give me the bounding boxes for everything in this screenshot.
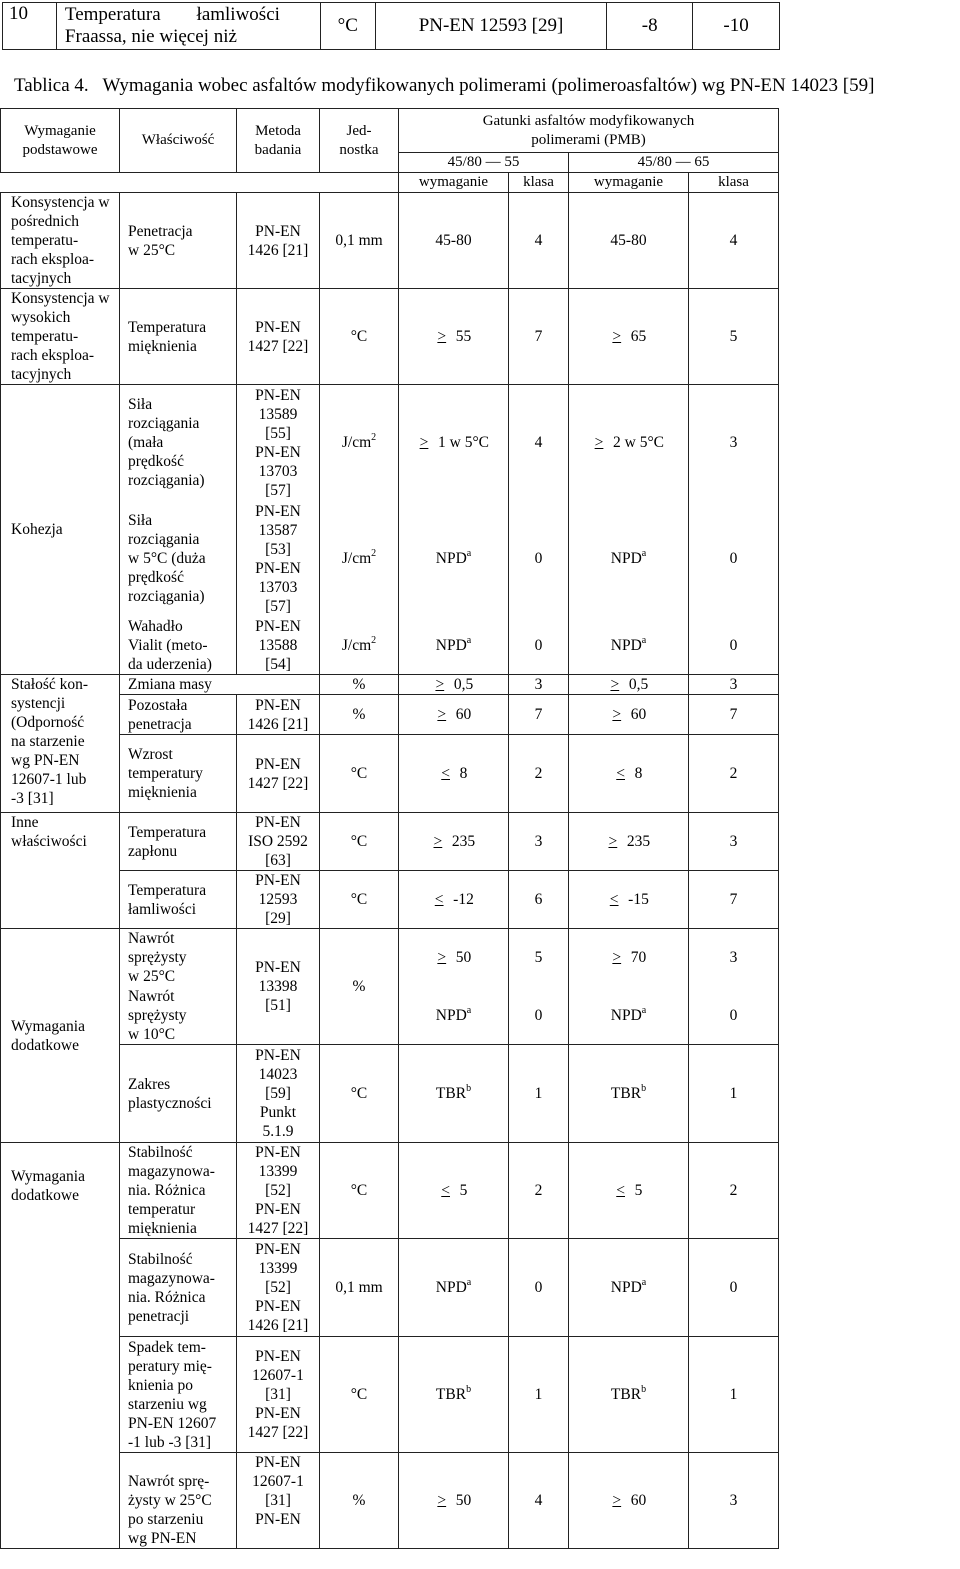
header-grade-2: 45/80 — 65 [569, 153, 779, 173]
cls-cell-1: 0 [509, 501, 569, 617]
req-cell-1 [399, 675, 509, 695]
req-cell-2: 45-80 [569, 193, 689, 289]
req-cell-1 [399, 1045, 509, 1143]
req-value: -15 [628, 891, 649, 908]
footnote-marker: b [466, 1384, 472, 1395]
header-grade-1: 45/80 — 55 [399, 153, 569, 173]
cls-cell-1: 0 [509, 987, 569, 1045]
req-value: 0,5 [453, 676, 474, 693]
req-value: TBR [435, 1085, 467, 1102]
cls-cell-1: 4 [509, 385, 569, 501]
req-cell-1 [399, 289, 509, 385]
unit-text: J/cm [341, 434, 372, 452]
req-value: 5 [459, 1182, 468, 1199]
req-value: TBR [435, 1386, 467, 1403]
req-cell-2 [569, 1045, 689, 1143]
gte-symbol [609, 675, 621, 694]
unit-cell: °C [320, 1045, 399, 1143]
gte-symbol [436, 705, 448, 724]
req-cell-2 [569, 501, 689, 617]
req-cell-1 [399, 1453, 509, 1549]
unit-text: J/cm [341, 636, 372, 654]
cls-cell-1: 4 [509, 1453, 569, 1549]
gte-symbol [611, 1491, 623, 1510]
footnote-marker: a [466, 548, 472, 559]
req-value: 60 [455, 706, 472, 723]
property-cell: Siła rozciągania w 5°C (duża prędkość rozciągania) [120, 501, 237, 617]
footnote-marker: b [641, 1384, 647, 1395]
cls-cell-2: 0 [689, 617, 779, 675]
property-cell: Zmiana masy [120, 675, 320, 695]
unit-sup: 2 [371, 432, 377, 444]
req-value: 2 w 5°C [613, 434, 664, 452]
gte-symbol [607, 832, 619, 851]
gte-symbol [432, 832, 444, 851]
method-cell: PN-EN 1426 [21] [237, 193, 320, 289]
req-cell-1 [399, 929, 509, 987]
footnote-marker: a [466, 1004, 472, 1016]
req-value: NPD [610, 1279, 642, 1296]
gte-symbol [593, 433, 605, 452]
header-property: Właściwość [120, 109, 237, 173]
cls-cell-2: 7 [689, 695, 779, 735]
footnote-marker: b [641, 1083, 647, 1094]
req-cell-1 [399, 501, 509, 617]
lte-symbol [440, 764, 452, 783]
req-cell-1 [399, 617, 509, 675]
req-cell-2 [569, 385, 689, 501]
property-cell: Pozostała penetracja [120, 695, 237, 735]
method-cell: PN-EN 14023 [59] Punkt 5.1.9 [237, 1045, 320, 1143]
req-cell-2 [569, 1337, 689, 1453]
gte-symbol [611, 948, 623, 967]
req-cell-2 [569, 1143, 689, 1239]
footnote-marker: a [641, 634, 647, 646]
unit-sup: 2 [371, 548, 377, 559]
row-property-line1: Temperatura łamliwości [64, 4, 280, 25]
row-method: PN-EN 12593 [29] [375, 3, 607, 50]
req-value: 5 [634, 1182, 643, 1199]
cls-cell-1: 0 [509, 617, 569, 675]
cls-cell-1: 0 [509, 1239, 569, 1337]
req-value: 0,5 [628, 676, 649, 693]
method-cell: PN-EN 13398 [51] [237, 929, 320, 1045]
property-cell: Stabilność magazynowa- nia. Różnica temperatur mięknienia [120, 1143, 237, 1239]
header-req-1: wymaganie [399, 173, 509, 193]
cls-cell-2: 0 [689, 987, 779, 1045]
cls-cell-1: 7 [509, 695, 569, 735]
row-property [56, 3, 320, 50]
unit-cell: °C [320, 735, 399, 813]
table-row [1, 929, 779, 987]
req-cell-1 [399, 987, 509, 1045]
group-dodatkowe-2: Wymagania dodatkowe [1, 1143, 120, 1549]
group-kohezja: Kohezja [1, 385, 120, 675]
req-cell-2 [569, 813, 689, 871]
cls-cell-2: 2 [689, 735, 779, 813]
req-cell-2 [569, 987, 689, 1045]
req-cell-2 [569, 735, 689, 813]
lte-symbol [615, 1181, 627, 1200]
row-unit: °C [320, 3, 375, 50]
header-spacer [1, 173, 399, 193]
cls-cell-2: 5 [689, 289, 779, 385]
header-cls-1: klasa [509, 173, 569, 193]
unit-cell: % [320, 929, 399, 1045]
header-cls-2: klasa [689, 173, 779, 193]
method-cell: PN-EN 13588 [54] [237, 617, 320, 675]
cls-cell-2: 3 [689, 675, 779, 695]
cls-cell-2: 2 [689, 1143, 779, 1239]
req-cell-1 [399, 385, 509, 501]
unit-cell: °C [320, 1337, 399, 1453]
cls-cell-1: 2 [509, 735, 569, 813]
cls-cell-1: 7 [509, 289, 569, 385]
req-cell-1 [399, 695, 509, 735]
method-cell: PN-EN 13589 [55] PN-EN 13703 [57] [237, 385, 320, 501]
req-value: 65 [630, 328, 647, 345]
unit-cell [320, 385, 399, 501]
unit-cell: 0,1 mm [320, 1239, 399, 1337]
unit-cell: °C [320, 1143, 399, 1239]
method-cell: PN-EN 1426 [21] [237, 695, 320, 735]
unit-cell: °C [320, 289, 399, 385]
property-cell: Wahadło Vialit (meto- da uderzenia) [120, 617, 237, 675]
req-cell-1 [399, 1143, 509, 1239]
property-cell: Penetracja w 25°C [120, 193, 237, 289]
row-value-b: -10 [693, 3, 780, 50]
gte-symbol [611, 327, 623, 346]
cls-cell-2: 3 [689, 813, 779, 871]
cls-cell-1: 3 [509, 813, 569, 871]
req-value: 235 [626, 833, 651, 850]
gte-symbol [436, 948, 448, 967]
cls-cell-1: 4 [509, 193, 569, 289]
table-row [1, 193, 779, 289]
req-cell-2 [569, 871, 689, 929]
req-cell-1: 45-80 [399, 193, 509, 289]
cls-cell-2: 7 [689, 871, 779, 929]
table-row [1, 289, 779, 385]
unit-cell: % [320, 675, 399, 695]
method-cell: PN-EN ISO 2592 [63] [237, 813, 320, 871]
table-caption: Tablica 4. Wymagania wobec asfaltów modyfikowanych polimerami (polimeroasfaltów) wg PN-EN 14023 [59] [14, 75, 875, 96]
cls-cell-1: 5 [509, 929, 569, 987]
req-cell-2 [569, 617, 689, 675]
header-req-2: wymaganie [569, 173, 689, 193]
lte-symbol [433, 890, 445, 909]
gte-symbol [611, 705, 623, 724]
req-cell-1 [399, 1337, 509, 1453]
header-unit: Jed- nostka [320, 109, 399, 173]
group-inne: Inne właściwości [1, 813, 120, 929]
footnote-marker: a [466, 634, 472, 646]
property-cell: Temperatura zapłonu [120, 813, 237, 871]
gte-symbol [434, 675, 446, 694]
cls-cell-1: 1 [509, 1337, 569, 1453]
gte-symbol [436, 1491, 448, 1510]
cls-cell-2: 0 [689, 501, 779, 617]
req-value: NPD [435, 1006, 467, 1024]
previous-table-last-row [2, 2, 780, 50]
property-cell: Temperatura mięknienia [120, 289, 237, 385]
table-row [1, 675, 779, 695]
property-cell: Temperatura łamliwości [120, 871, 237, 929]
lte-symbol [615, 764, 627, 783]
footnote-marker: a [466, 1277, 472, 1288]
req-cell-2 [569, 675, 689, 695]
req-value: -12 [453, 891, 474, 908]
footnote-marker: a [641, 548, 647, 559]
group-stalosc: Stałość kon- systencji (Odporność na starzenie wg PN-EN 12607-1 lub -3 [31] [1, 675, 120, 813]
gte-symbol [436, 327, 448, 346]
method-cell: PN-EN 13399 [52] PN-EN 1426 [21] [237, 1239, 320, 1337]
req-cell-2 [569, 929, 689, 987]
property-cell: Spadek tem- peratury mię- knienia po starzeniu wg PN-EN 12607 -1 lub -3 [31] [120, 1337, 237, 1453]
property-cell: Stabilność magazynowa- nia. Różnica penetracji [120, 1239, 237, 1337]
header-grades-group: Gatunki asfaltów modyfikowanych polimerami (PMB) [399, 109, 779, 153]
lte-symbol [608, 890, 620, 909]
req-value: 60 [630, 1492, 647, 1509]
req-value: 50 [455, 1492, 472, 1509]
req-value: 235 [451, 833, 476, 850]
method-cell: PN-EN 12607-1 [31] PN-EN 1427 [22] [237, 1337, 320, 1453]
method-cell: PN-EN 13587 [53] PN-EN 13703 [57] [237, 501, 320, 617]
gte-symbol [418, 433, 430, 452]
req-cell-2 [569, 695, 689, 735]
req-value: 70 [630, 949, 647, 967]
property-cell: Nawrót sprężysty w 10°C [120, 987, 237, 1045]
property-cell: Nawrót sprę- żysty w 25°C po starzeniu wg PN-EN [120, 1453, 237, 1549]
cls-cell-2: 4 [689, 193, 779, 289]
method-cell: PN-EN 1427 [22] [237, 735, 320, 813]
basic-requirement: Konsystencja w wysokich temperatu- rach eksploa- tacyjnych [1, 289, 120, 385]
req-cell-1 [399, 1239, 509, 1337]
basic-requirement: Konsystencja w pośrednich temperatu- rach eksploa- tacyjnych [1, 193, 120, 289]
header-method: Metoda badania [237, 109, 320, 173]
cls-cell-1: 3 [509, 675, 569, 695]
cls-cell-2: 0 [689, 1239, 779, 1337]
footnote-marker: a [641, 1277, 647, 1288]
req-value: 55 [455, 328, 472, 345]
table-row [1, 1143, 779, 1239]
requirements-table [0, 108, 779, 1549]
footnote-marker: b [466, 1083, 472, 1094]
unit-cell: 0,1 mm [320, 193, 399, 289]
unit-cell: % [320, 1453, 399, 1549]
req-value: TBR [610, 1085, 642, 1102]
unit-cell: °C [320, 871, 399, 929]
property-cell: Wzrost temperatury mięknienia [120, 735, 237, 813]
cls-cell-1: 2 [509, 1143, 569, 1239]
req-value: 50 [455, 949, 472, 967]
req-value: 8 [634, 765, 643, 782]
unit-cell [320, 501, 399, 617]
row-property-line2: Fraassa, nie więcej niż [64, 26, 237, 47]
req-value: 60 [630, 706, 647, 723]
row-value-a: -8 [607, 3, 693, 50]
cls-cell-2: 1 [689, 1045, 779, 1143]
req-cell-1 [399, 735, 509, 813]
property-cell: Nawrót sprężysty w 25°C [120, 929, 237, 987]
header-basic: Wymaganie podstawowe [1, 109, 120, 173]
unit-cell: % [320, 695, 399, 735]
cls-cell-2: 3 [689, 929, 779, 987]
cls-cell-2: 3 [689, 385, 779, 501]
method-cell: PN-EN 12607-1 [31] PN-EN [237, 1453, 320, 1549]
group-dodatkowe-1: Wymagania dodatkowe [1, 929, 120, 1143]
req-cell-2 [569, 289, 689, 385]
cls-cell-1: 6 [509, 871, 569, 929]
req-cell-2 [569, 1239, 689, 1337]
req-cell-1 [399, 871, 509, 929]
property-cell: Siła rozciągania (mała prędkość rozciągania) [120, 385, 237, 501]
unit-cell: °C [320, 813, 399, 871]
req-value: NPD [610, 1006, 642, 1024]
unit-cell [320, 617, 399, 675]
table-row [1, 385, 779, 501]
req-value: NPD [435, 1279, 467, 1296]
property-cell: Zakres plastyczności [120, 1045, 237, 1143]
req-value: NPD [435, 550, 467, 567]
req-value: 8 [459, 765, 468, 782]
method-cell: PN-EN 13399 [52] PN-EN 1427 [22] [237, 1143, 320, 1239]
req-value: 1 w 5°C [438, 434, 489, 452]
unit-text: J/cm [341, 550, 372, 567]
method-cell: PN-EN 12593 [29] [237, 871, 320, 929]
method-cell: PN-EN 1427 [22] [237, 289, 320, 385]
row-number: 10 [3, 3, 57, 50]
req-value: TBR [610, 1386, 642, 1403]
req-cell-1 [399, 813, 509, 871]
req-cell-2 [569, 1453, 689, 1549]
req-value: NPD [610, 636, 642, 654]
unit-sup: 2 [371, 634, 377, 646]
req-value: NPD [610, 550, 642, 567]
cls-cell-2: 1 [689, 1337, 779, 1453]
lte-symbol [440, 1181, 452, 1200]
cls-cell-2: 3 [689, 1453, 779, 1549]
req-value: NPD [435, 636, 467, 654]
table-row [1, 813, 779, 871]
footnote-marker: a [641, 1004, 647, 1016]
cls-cell-1: 1 [509, 1045, 569, 1143]
